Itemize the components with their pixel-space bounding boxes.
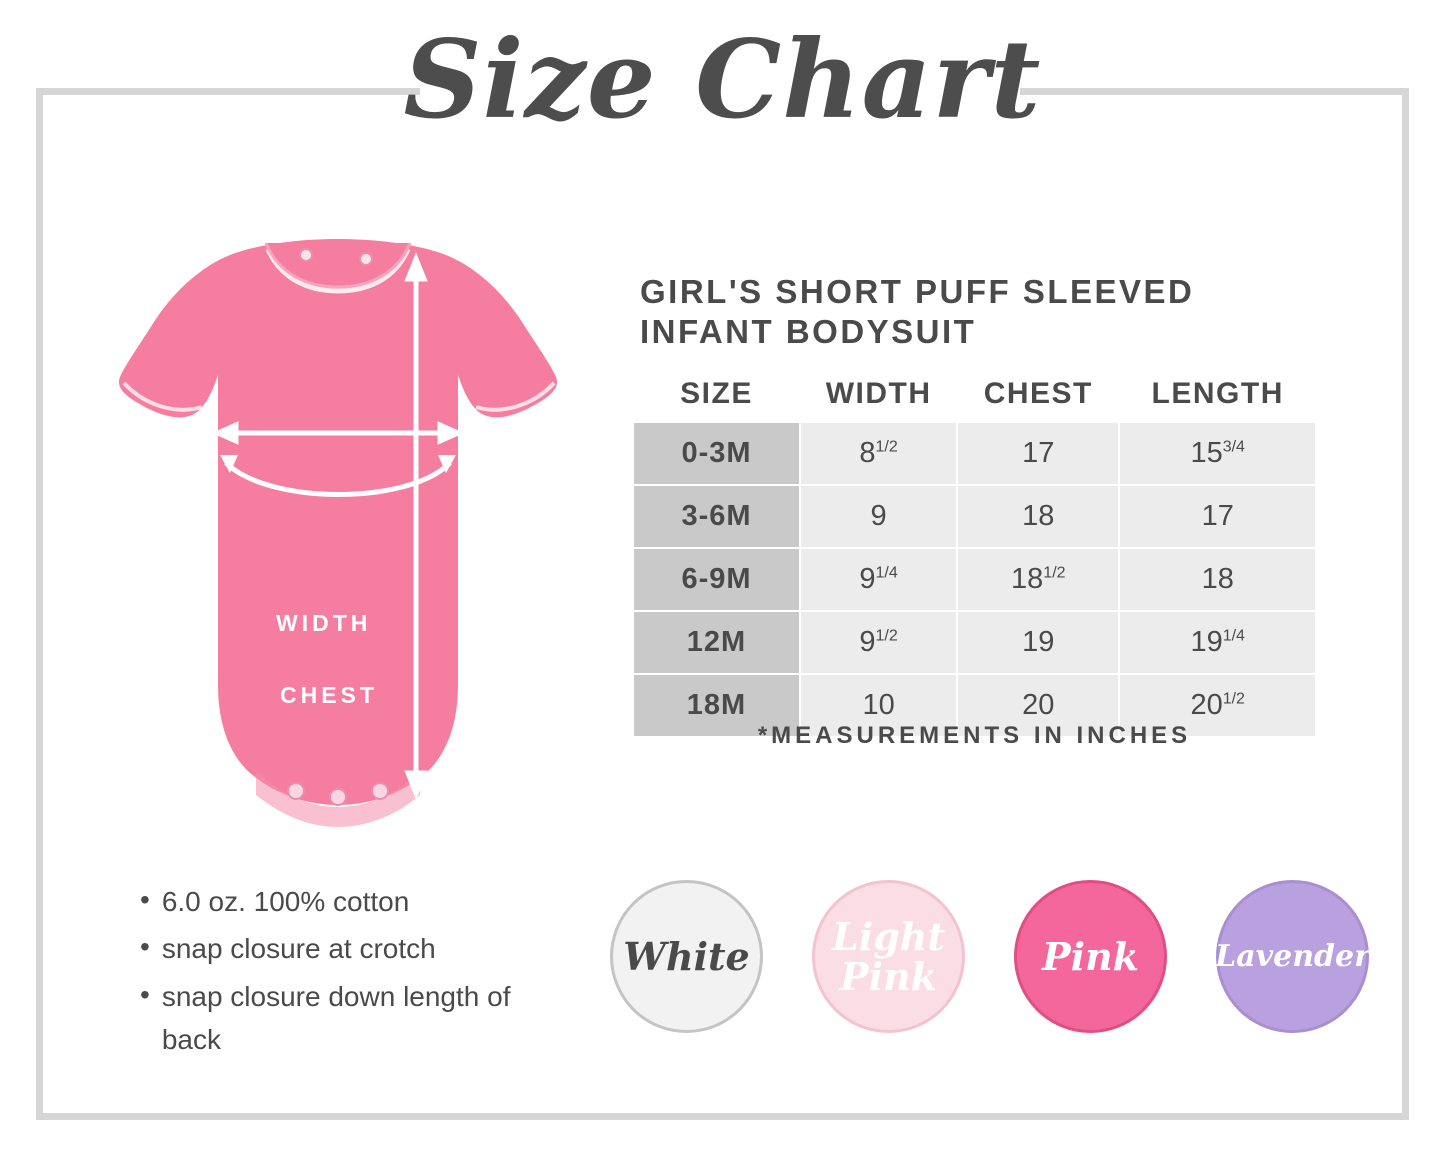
table-header-width: WIDTH — [800, 375, 957, 422]
table-header-length: LENGTH — [1119, 375, 1316, 422]
garment-illustration — [80, 215, 600, 891]
table-header-row — [633, 375, 1316, 422]
color-swatch-label: Light Pink — [832, 913, 945, 999]
feature-item — [140, 927, 570, 970]
cell-size: 18M — [633, 674, 800, 737]
cell-size: 6-9M — [633, 548, 800, 611]
table-row — [633, 611, 1316, 674]
feature-text: snap closure down length of back — [161, 980, 511, 1056]
cell-length: $15^{3/4}$ — [1119, 422, 1316, 485]
size-table — [632, 375, 1317, 738]
cell-chest: 17 — [957, 422, 1119, 485]
cell-size: 3-6M — [633, 485, 800, 548]
cell-length: $20^{1/2}$ — [1119, 674, 1316, 737]
feature-text: snap closure at crotch — [161, 933, 436, 965]
cell-chest: 18 — [957, 485, 1119, 548]
garment-label-length: LENGTH — [447, 760, 473, 891]
color-swatch[interactable] — [1216, 880, 1369, 1033]
cell-width: $9^{1/2}$ — [800, 611, 957, 674]
cell-size: 12M — [633, 611, 800, 674]
cell-width: 10 — [800, 674, 957, 737]
feature-text: 6.0 oz. 100% cotton — [161, 886, 410, 917]
cell-length: 17 — [1119, 485, 1316, 548]
product-name-line2: INFANT BODYSUIT — [640, 313, 977, 351]
feature-list — [140, 880, 570, 1066]
cell-width: 9 — [800, 485, 957, 548]
color-swatch-label: Lavender — [1215, 938, 1370, 974]
bodysuit-graphic — [80, 215, 600, 855]
table-header-chest: CHEST — [957, 375, 1119, 422]
table-row — [633, 422, 1316, 485]
cell-chest: 20 — [957, 674, 1119, 737]
cell-chest: $18^{1/2}$ — [957, 548, 1119, 611]
measurements-note: *MEASUREMENTS IN INCHES — [757, 722, 1192, 749]
cell-length: 18 — [1119, 548, 1316, 611]
bullet-dot-icon: • — [140, 978, 150, 1010]
feature-item — [140, 880, 570, 923]
cell-width: $9^{1/4}$ — [800, 548, 957, 611]
cell-length: $19^{1/4}$ — [1119, 611, 1316, 674]
table-row — [633, 485, 1316, 548]
table-header-size: SIZE — [633, 375, 800, 422]
bullet-dot-icon: • — [140, 884, 150, 915]
color-swatch-label: Pink — [1042, 933, 1139, 979]
feature-item — [140, 975, 570, 1062]
color-swatch[interactable] — [610, 880, 763, 1033]
cell-width: $8^{1/2}$ — [800, 422, 957, 485]
color-swatch[interactable] — [1014, 880, 1167, 1033]
page-title: Size Chart — [403, 17, 1042, 143]
cell-size: 0-3M — [633, 422, 800, 485]
color-swatch-group — [610, 870, 1370, 1050]
bullet-dot-icon: • — [140, 931, 150, 963]
table-row — [633, 548, 1316, 611]
color-swatch[interactable] — [812, 880, 965, 1033]
cell-chest: 19 — [957, 611, 1119, 674]
product-name-line1: GIRL'S SHORT PUFF SLEEVED — [640, 273, 1195, 310]
product-name — [640, 272, 1330, 353]
garment-label-width: WIDTH — [276, 610, 372, 636]
color-swatch-label: White — [623, 933, 750, 979]
garment-label-chest: CHEST — [280, 682, 378, 708]
